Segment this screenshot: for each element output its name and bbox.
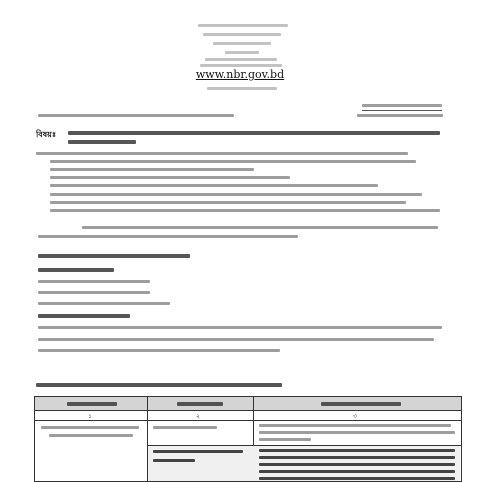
table-number-row (35, 410, 461, 421)
subject-label: বিষয়ঃ (36, 130, 57, 139)
col-number: ২ (196, 413, 200, 420)
col-number: ৩ (353, 413, 357, 420)
col-number: ১ (88, 413, 92, 420)
website-url[interactable]: www.nbr.gov.bd (195, 68, 285, 81)
table-header-row (35, 397, 461, 411)
jurisdiction-table (34, 396, 462, 482)
